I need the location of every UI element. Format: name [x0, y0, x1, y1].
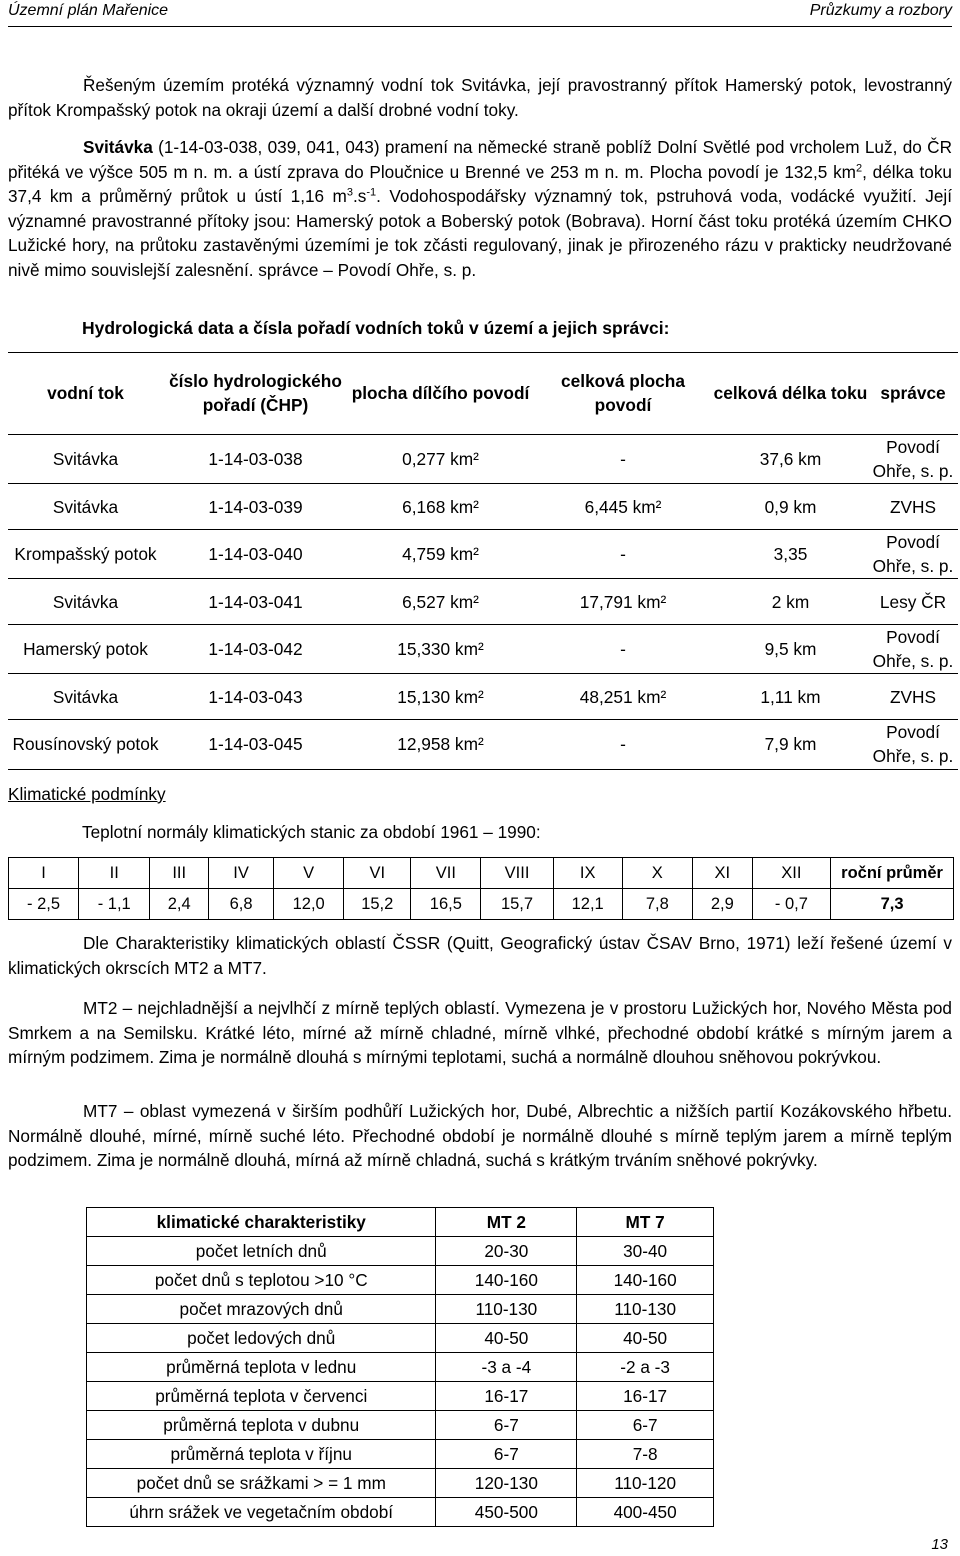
temp-cell: IV — [209, 858, 274, 889]
clim-row — [87, 1469, 714, 1498]
climate-paragraph: Dle Charakteristiky klimatických oblastí ČSSR (Quitt, Geografický ústav ČSAV Brno, 1971) leží řešené území v klimatických okrscích MT2 a MT7. — [8, 933, 952, 978]
hydro-cell: 1,11 km — [713, 674, 868, 720]
hydro-cell: 1-14-03-040 — [163, 530, 348, 579]
hydro-cell: 6,445 km² — [533, 484, 713, 530]
hydro-header-cell: celková plocha povodí — [533, 352, 713, 435]
hydro-cell: 15,130 km² — [348, 674, 533, 720]
clim-cell: 6-7 — [436, 1411, 577, 1440]
temp-cell: 2,4 — [150, 889, 209, 920]
hydro-cell: 1-14-03-043 — [163, 674, 348, 720]
hydro-cell: 6,168 km² — [348, 484, 533, 530]
temp-cell: - 2,5 — [9, 889, 79, 920]
temp-table-title: Teplotní normály klimatických stanic za období 1961 – 1990: — [82, 822, 541, 842]
mt2-paragraph: MT2 – nejchladnější a nejvlhčí z mírně teplých oblastí. Vymezena je v prostoru Lužických hor, Nového Města pod Smrkem a na Semilsku. Krátké léto, mírné až mírně chladné, mírně vlhké, přechodné období krátké s mírným jarem a mírným podzimem. Zima je normálně dlouhá s mírnými teplotami, suchá a normálně dlouhou sněhovou pokrývkou. — [8, 998, 952, 1068]
temp-cell: VI — [344, 858, 411, 889]
temp-cell: 2,9 — [692, 889, 752, 920]
clim-cell: 120-130 — [436, 1469, 577, 1498]
clim-row — [87, 1324, 714, 1353]
clim-cell: 140-160 — [436, 1266, 577, 1295]
temp-value-row — [9, 889, 954, 920]
hydro-header-cell: číslo hydrologického pořadí (ČHP) — [163, 352, 348, 435]
hydro-header-row — [8, 352, 958, 435]
clim-cell: průměrná teplota v červenci — [87, 1382, 436, 1411]
clim-cell: -3 a -4 — [436, 1353, 577, 1382]
hydro-cell: 15,330 km² — [348, 625, 533, 674]
clim-cell: 40-50 — [577, 1324, 714, 1353]
clim-cell: 110-130 — [577, 1295, 714, 1324]
temp-cell: X — [622, 858, 692, 889]
hydro-cell: 17,791 km² — [533, 579, 713, 625]
temp-cell: VII — [411, 858, 481, 889]
hydro-cell: 12,958 km² — [397, 734, 484, 754]
hydro-cell: Krompašský potok — [8, 530, 163, 579]
clim-cell: 450-500 — [436, 1498, 577, 1527]
temp-cell: roční průměr — [831, 858, 954, 889]
hydro-cell: Svitávka — [8, 579, 163, 625]
temp-cell: 15,2 — [344, 889, 411, 920]
hydro-cell: Povodí Ohře, s. p. — [868, 625, 958, 674]
hydro-cell: Lesy ČR — [868, 579, 958, 625]
hydro-cell: - — [620, 734, 626, 754]
temp-cell: XI — [692, 858, 752, 889]
hydro-header-cell: plocha dílčího povodí — [348, 352, 533, 435]
clim-header-cell: klimatické charakteristiky — [87, 1208, 436, 1237]
clim-cell: 6-7 — [436, 1440, 577, 1469]
temp-cell: - 0,7 — [752, 889, 830, 920]
temp-cell: 16,5 — [411, 889, 481, 920]
clim-cell: 140-160 — [577, 1266, 714, 1295]
clim-cell: 110-120 — [577, 1469, 714, 1498]
clim-row — [87, 1237, 714, 1266]
clim-header-row — [87, 1208, 714, 1237]
hydro-cell: 1-14-03-042 — [163, 625, 348, 674]
clim-row — [87, 1498, 714, 1527]
clim-row — [87, 1411, 714, 1440]
clim-row — [87, 1295, 714, 1324]
page-number: 13 — [931, 1536, 948, 1553]
hydro-row — [8, 530, 958, 579]
clim-row — [87, 1382, 714, 1411]
hydro-cell: - — [533, 435, 713, 484]
hydro-cell: Povodí Ohře, s. p. — [868, 435, 958, 484]
hydro-cell: 1-14-03-039 — [163, 484, 348, 530]
hydro-cell: 37,6 km — [713, 435, 868, 484]
clim-cell: průměrná teplota v lednu — [87, 1353, 436, 1382]
hydro-cell: Svitávka — [8, 674, 163, 720]
header-rule — [8, 26, 952, 27]
mt7-paragraph: MT7 – oblast vymezená v širším podhůří Lužických hor, Dubé, Albrechtic a nižších partií Kozákovského hřbetu. Normálně dlouhé, mírné, mírně suché léto. Přechodné období je normálně dlouhé s mírně teplým jarem a mírně teplým podzimem. Zima je normálně dlouhá, mírná až mírně chladná, suchá s krátkým trváním sněhové pokrývky. — [8, 1101, 952, 1171]
hydro-cell: Svitávka — [8, 484, 163, 530]
hydro-cell: - — [533, 530, 713, 579]
hydro-cell: 1-14-03-045 — [208, 734, 303, 754]
clim-cell: počet ledových dnů — [87, 1324, 436, 1353]
hydro-header-cell: správce — [868, 352, 958, 435]
temp-cell: XII — [752, 858, 830, 889]
clim-row — [87, 1266, 714, 1295]
clim-cell: počet dnů se srážkami > = 1 mm — [87, 1469, 436, 1498]
hydro-row — [8, 484, 958, 530]
temp-cell: 6,8 — [209, 889, 274, 920]
climate-characteristics-table — [86, 1207, 714, 1527]
hydro-table-title: Hydrologická data a čísla pořadí vodních toků v území a jejich správci: — [82, 318, 670, 338]
hydro-cell: Povodí Ohře, s. p. — [868, 530, 958, 579]
clim-cell: počet letních dnů — [87, 1237, 436, 1266]
hydro-row — [8, 435, 958, 484]
clim-cell: průměrná teplota v dubnu — [87, 1411, 436, 1440]
hydro-cell: Povodí Ohře, s. p. — [872, 722, 954, 766]
temp-cell: IX — [553, 858, 622, 889]
svitavka-paragraph: Svitávka (1-14-03-038, 039, 041, 043) pramení na německé straně poblíž Dolní Světlé pod vrcholem Luž, do ČR přitéká ve výšce 505 m n. m. a ústí zprava do Ploučnice u Brenné ve 253 m n. m. Plocha povodí je 132,5 $km^2$, délka toku 37,4 km a průměrný průtok u ústí 1,16 $m^3.s^{-1}$. Vodohospodářsky významný tok, pstruhová voda, vodácké využití. Její významné pravostranné přítoky jsou: Hamerský potok a Boberský potok (Bobrava). Horní část toku protéká územím CHKO Lužické hory, na průtoku zastavěnými územími je tok zčásti regulovaný, jinak je přirozeného rázu v prakticky neudržované nivě mimo souvislejší zalesnění. správce – Povodí Ohře, s. p. — [8, 137, 952, 280]
hydro-table — [8, 352, 958, 768]
clim-cell: 16-17 — [577, 1382, 714, 1411]
temp-month-row — [9, 858, 954, 889]
hydro-cell: 0,9 km — [713, 484, 868, 530]
temp-cell: I — [9, 858, 79, 889]
temp-cell: 15,7 — [481, 889, 553, 920]
hydro-cell: ZVHS — [868, 484, 958, 530]
hydro-header-cell: celková délka toku — [713, 352, 868, 435]
running-header-left: Územní plán Mařenice — [8, 2, 169, 19]
hydro-cell: Hamerský potok — [8, 625, 163, 674]
clim-cell: průměrná teplota v říjnu — [87, 1440, 436, 1469]
hydro-row — [8, 674, 958, 720]
clim-cell: počet mrazových dnů — [87, 1295, 436, 1324]
hydro-cell: Rousínovský potok — [12, 734, 159, 754]
clim-cell: 400-450 — [577, 1498, 714, 1527]
temp-cell: II — [79, 858, 150, 889]
hydro-cell: 48,251 km² — [533, 674, 713, 720]
clim-cell: 7-8 — [577, 1440, 714, 1469]
clim-cell: úhrn srážek ve vegetačním období — [87, 1498, 436, 1527]
clim-cell: počet dnů s teplotou >10 °C — [87, 1266, 436, 1295]
temp-cell: III — [150, 858, 209, 889]
hydro-cell: - — [533, 625, 713, 674]
hydro-cell: 1-14-03-041 — [163, 579, 348, 625]
hydro-row — [8, 579, 958, 625]
temp-cell: 12,0 — [274, 889, 344, 920]
temp-cell: - 1,1 — [79, 889, 150, 920]
clim-cell: 20-30 — [436, 1237, 577, 1266]
hydro-cell: 3,35 — [713, 530, 868, 579]
hydro-header-cell: vodní tok — [8, 352, 163, 435]
clim-cell: -2 a -3 — [577, 1353, 714, 1382]
clim-header-cell: MT 2 — [436, 1208, 577, 1237]
clim-cell: 40-50 — [436, 1324, 577, 1353]
hydro-cell: 7,9 km — [764, 734, 817, 754]
hydro-cell: ZVHS — [868, 674, 958, 720]
temp-cell: VIII — [481, 858, 553, 889]
temperature-table — [8, 857, 954, 920]
climate-section-heading: Klimatické podmínky — [8, 784, 166, 804]
hydro-cell: 2 km — [713, 579, 868, 625]
hydro-cell: 6,527 km² — [348, 579, 533, 625]
clim-cell: 16-17 — [436, 1382, 577, 1411]
temp-cell: 7,3 — [831, 889, 954, 920]
clim-row — [87, 1440, 714, 1469]
hydro-cell: 4,759 km² — [348, 530, 533, 579]
hydro-cell: Svitávka — [8, 435, 163, 484]
temp-cell: V — [274, 858, 344, 889]
hydro-row — [8, 720, 958, 769]
clim-row — [87, 1353, 714, 1382]
clim-header-cell: MT 7 — [577, 1208, 714, 1237]
clim-cell: 30-40 — [577, 1237, 714, 1266]
clim-cell: 110-130 — [436, 1295, 577, 1324]
hydro-cell: 0,277 km² — [348, 435, 533, 484]
intro-paragraph: Řešeným územím protéká významný vodní tok Svitávka, její pravostranný přítok Hamerský potok, levostranný přítok Krompašský potok na okraji území a další drobné vodní toky. — [8, 75, 952, 120]
hydro-cell: 9,5 km — [713, 625, 868, 674]
clim-cell: 6-7 — [577, 1411, 714, 1440]
hydro-cell: 1-14-03-038 — [163, 435, 348, 484]
temp-cell: 7,8 — [622, 889, 692, 920]
temp-cell: 12,1 — [553, 889, 622, 920]
running-header-right: Průzkumy a rozbory — [809, 2, 952, 19]
hydro-row — [8, 625, 958, 674]
